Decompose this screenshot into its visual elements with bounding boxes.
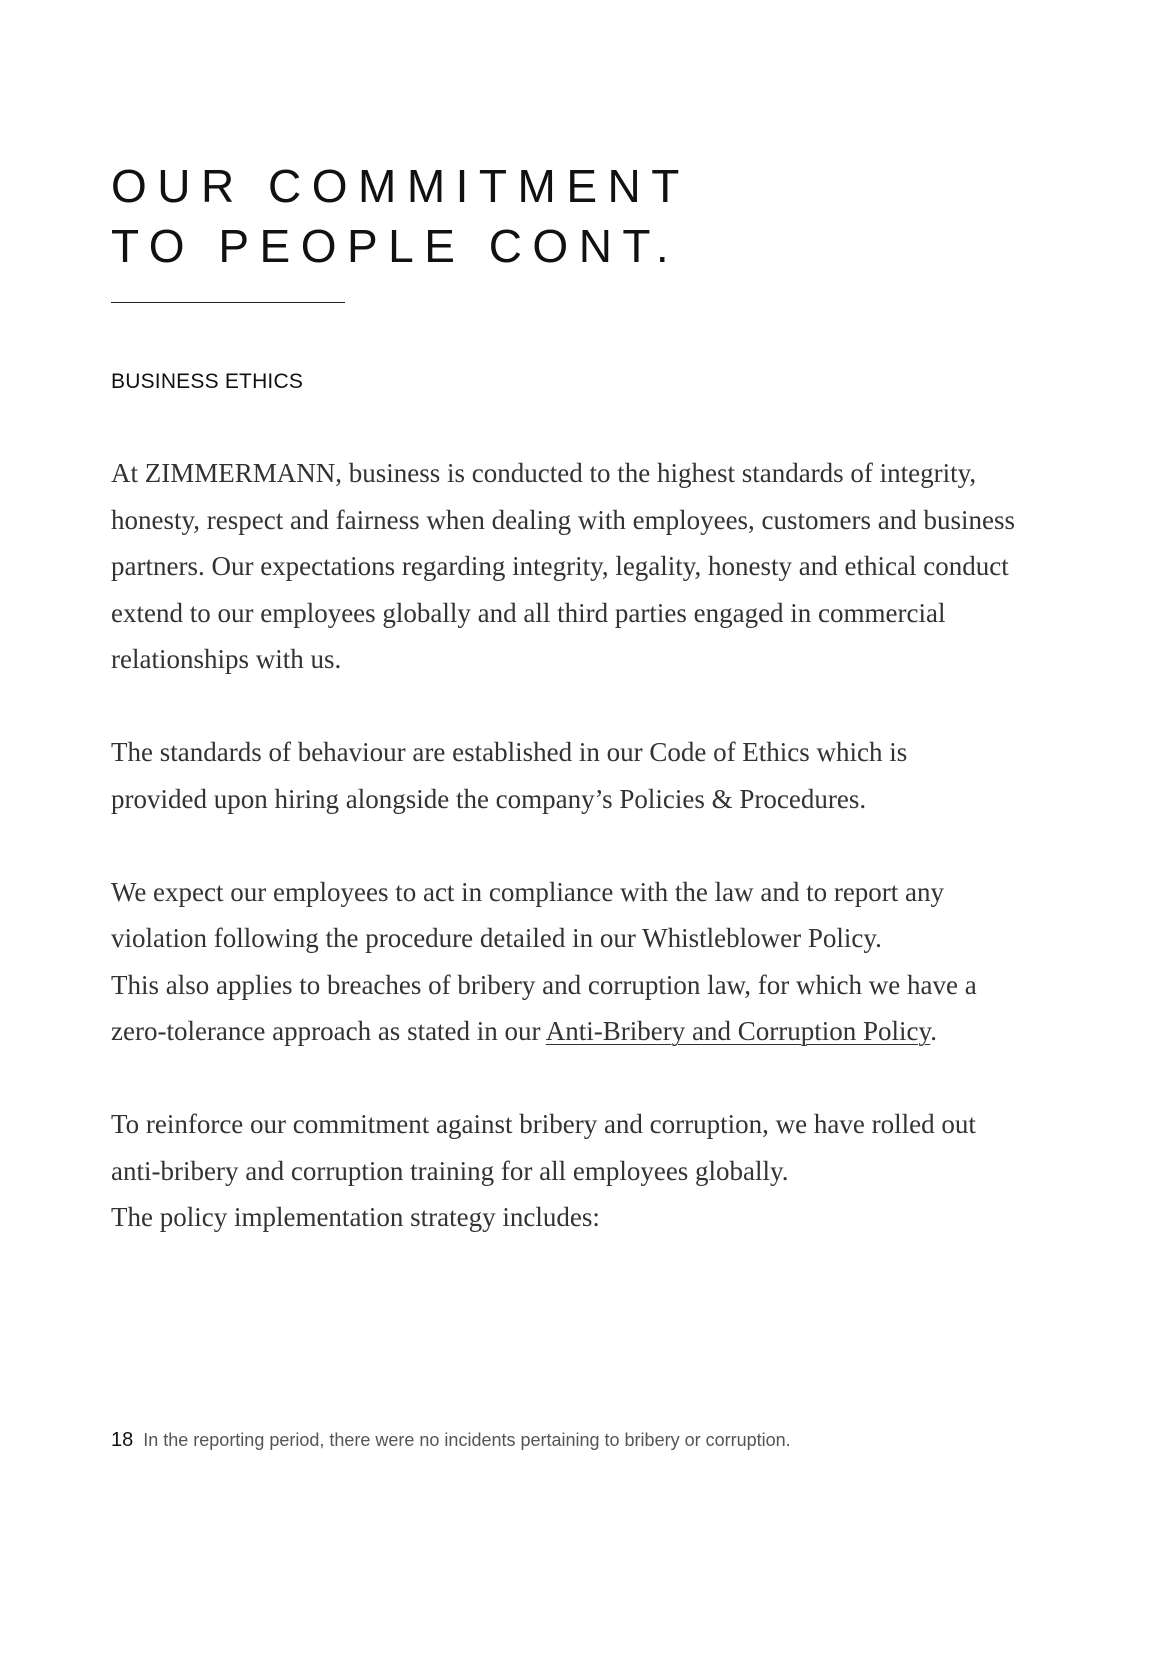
anti-bribery-policy-link[interactable]: Anti-Bribery and Corruption Policy <box>545 1016 931 1046</box>
text-line: honesty, respect and fairness when dealing with employees, customers and business <box>111 504 1016 535</box>
text-fragment: zero-tolerance approach as stated in our <box>111 1016 546 1046</box>
text-line: At ZIMMERMANN, business is conducted to the highest standards of integrity, <box>111 458 977 488</box>
text-line: partners. Our expectations regarding integrity, legality, honesty and ethical conduct <box>111 551 1009 581</box>
text-line: The policy implementation strategy includes: <box>111 1202 600 1232</box>
paragraph-integrity <box>111 450 1101 683</box>
footnote <box>111 1428 791 1452</box>
paragraph-compliance <box>111 869 1101 1055</box>
page-title-line-1: OUR COMMITMENT <box>111 160 690 212</box>
section-heading: BUSINESS ETHICS <box>111 370 304 393</box>
paragraph-training <box>111 1101 1101 1241</box>
text-line: extend to our employees globally and all third parties engaged in commercial <box>111 597 946 628</box>
text-line: We expect our employees to act in compliance with the law and to report any <box>111 876 945 907</box>
text-line: relationships with us. <box>111 644 342 674</box>
title-underline-divider <box>111 302 345 303</box>
text-line: To reinforce our commitment against bribery and corruption, we have rolled out <box>111 1109 976 1139</box>
page-title-line-2: TO PEOPLE CONT. <box>111 220 680 272</box>
text-line: The standards of behaviour are established in our Code of Ethics which is <box>111 737 908 767</box>
text-fragment: . <box>930 1016 937 1046</box>
paragraph-code-of-ethics <box>111 729 1101 822</box>
footnote-text: In the reporting period, there were no incidents pertaining to bribery or corruption. <box>143 1430 791 1450</box>
page-title <box>111 156 690 276</box>
text-line <box>111 1008 1101 1055</box>
text-line: provided upon hiring alongside the company’s Policies & Procedures. <box>111 783 867 814</box>
body-text <box>111 450 1101 1287</box>
text-line: This also applies to breaches of bribery and corruption law, for which we have a <box>111 969 977 1000</box>
text-line: violation following the procedure detailed in our Whistleblower Policy. <box>111 923 882 953</box>
footnote-number: 18 <box>111 1429 134 1451</box>
text-line: anti-bribery and corruption training for all employees globally. <box>111 1155 789 1186</box>
